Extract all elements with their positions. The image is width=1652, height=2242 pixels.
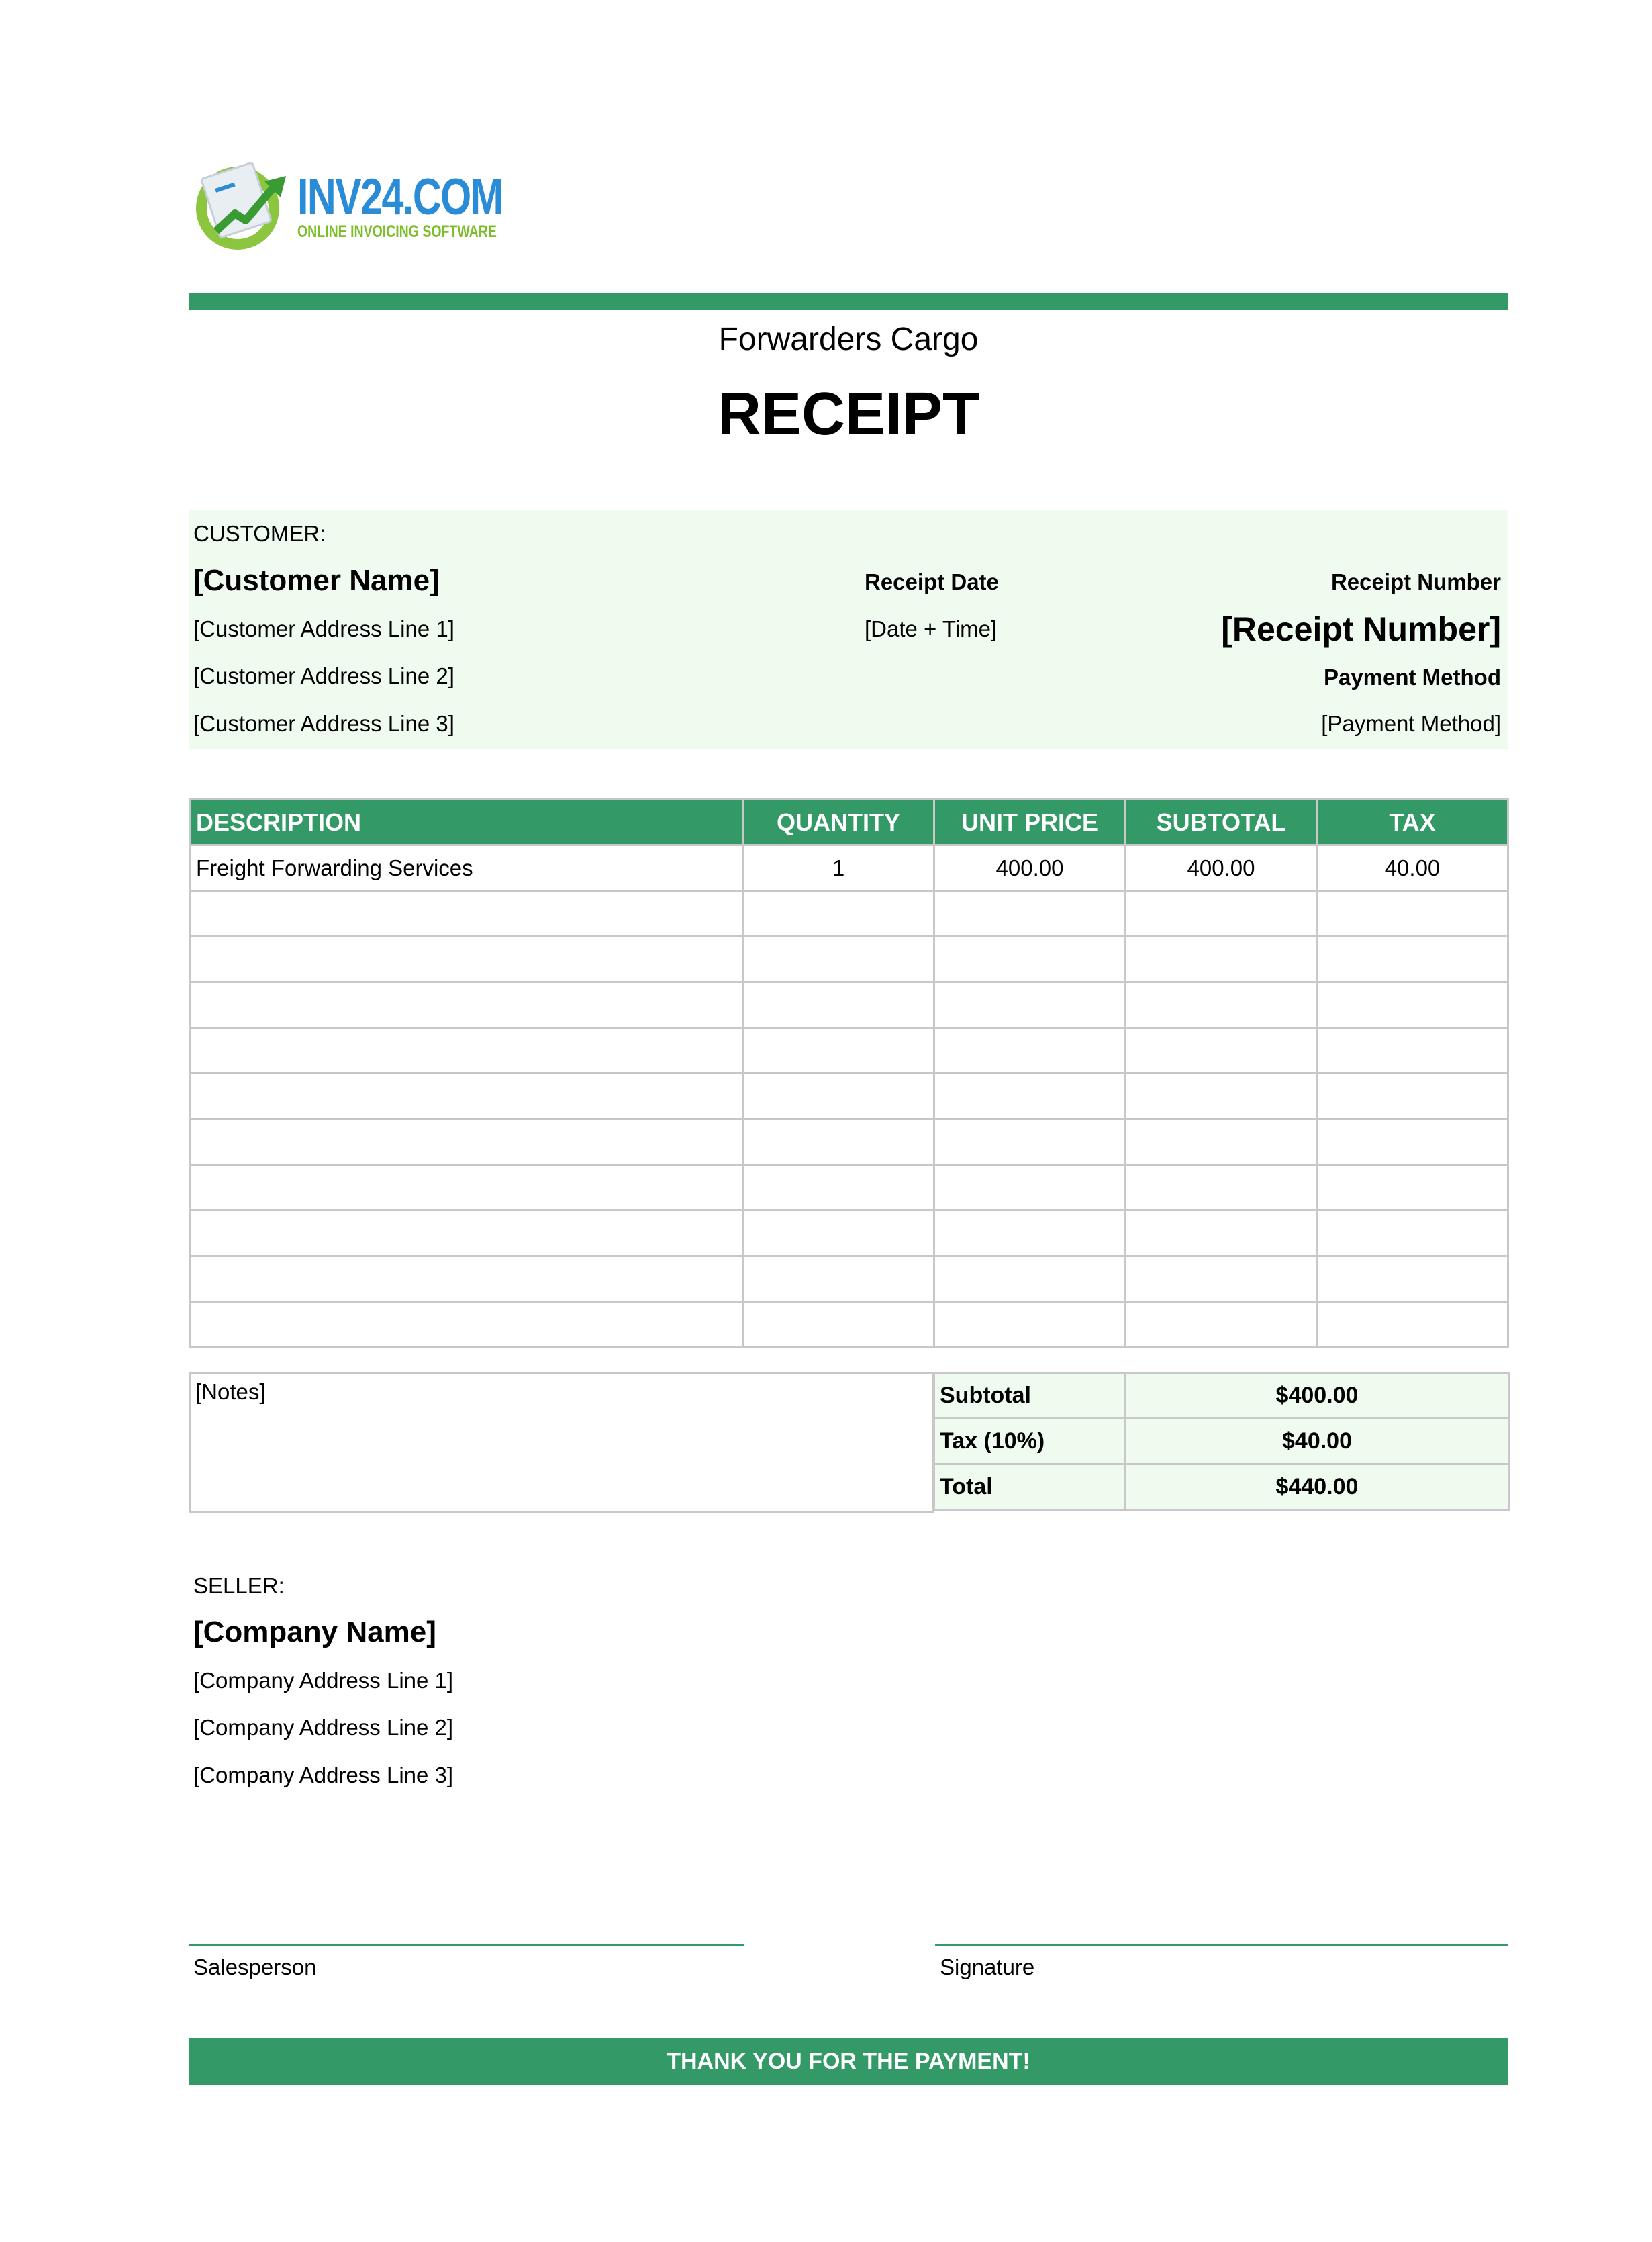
cell-tax: [1317, 1074, 1508, 1119]
cell-quantity: [743, 1256, 934, 1302]
table-row: [191, 1211, 1508, 1256]
cell-unit-price: [934, 1028, 1126, 1074]
notes-text: [Notes]: [195, 1379, 266, 1404]
cell-subtotal: [1126, 1211, 1317, 1256]
salesperson-line: [189, 1944, 744, 1946]
customer-name: [Customer Name]: [193, 564, 440, 597]
subtotal-row: [934, 1373, 1509, 1419]
seller-label: SELLER:: [193, 1573, 285, 1598]
cell-tax: [1317, 1165, 1508, 1211]
document-title: RECEIPT: [717, 381, 980, 448]
cell-unit-price: [934, 937, 1126, 982]
receipt-number-label: Receipt Number: [1330, 569, 1501, 594]
table-row: [191, 982, 1508, 1028]
cell-subtotal: [1126, 1302, 1317, 1348]
cell-quantity: [743, 1074, 934, 1119]
cell-description: [191, 1165, 743, 1211]
company-title: Forwarders Cargo: [718, 322, 979, 357]
col-unit-price: UNIT PRICE: [934, 800, 1126, 845]
thank-you-banner: THANK YOU FOR THE PAYMENT!: [189, 2038, 1508, 2085]
cell-subtotal: [1126, 1256, 1317, 1302]
col-tax: TAX: [1317, 800, 1508, 845]
cell-tax: [1317, 1119, 1508, 1165]
logo-icon: [189, 156, 297, 253]
cell-description: [191, 1028, 743, 1074]
cell-unit-price: [934, 1119, 1126, 1165]
payment-method-value: [Payment Method]: [1321, 711, 1501, 736]
tax-row: [934, 1419, 1509, 1464]
cell-quantity: [743, 891, 934, 937]
col-subtotal: SUBTOTAL: [1126, 800, 1317, 845]
cell-subtotal: [1126, 937, 1317, 982]
customer-address-1: [Customer Address Line 1]: [193, 616, 454, 641]
cell-unit-price: [934, 1302, 1126, 1348]
tax-value: $40.00: [1126, 1419, 1509, 1464]
cell-quantity: [743, 1211, 934, 1256]
cell-unit-price: [934, 891, 1126, 937]
seller-address-2: [Company Address Line 2]: [193, 1715, 454, 1740]
cell-tax: [1317, 937, 1508, 982]
cell-description: [191, 1256, 743, 1302]
tax-label: Tax (10%): [934, 1419, 1126, 1464]
cell-quantity: [743, 982, 934, 1028]
table-row: [191, 1256, 1508, 1302]
cell-quantity: [743, 937, 934, 982]
col-quantity: QUANTITY: [743, 800, 934, 845]
totals-table: [933, 1372, 1510, 1511]
subtotal-label: Subtotal: [934, 1373, 1126, 1419]
cell-unit-price: 400.00: [934, 845, 1126, 891]
table-header-row: [191, 800, 1508, 845]
cell-description: [191, 1074, 743, 1119]
cell-description: [191, 937, 743, 982]
table-row: [191, 1074, 1508, 1119]
receipt-number-value: [Receipt Number]: [1221, 610, 1501, 648]
customer-address-2: [Customer Address Line 2]: [193, 663, 454, 688]
notes-box: [189, 1372, 934, 1513]
cell-unit-price: [934, 1165, 1126, 1211]
cell-description: [191, 1302, 743, 1348]
seller-name: [Company Name]: [193, 1616, 436, 1648]
signature-label: Signature: [940, 1955, 1035, 1979]
total-label: Total: [934, 1464, 1126, 1510]
cell-description: Freight Forwarding Services: [191, 845, 743, 891]
table-row: [191, 1119, 1508, 1165]
table-row: [191, 1028, 1508, 1074]
receipt-date-label: Receipt Date: [865, 569, 999, 594]
total-value: $440.00: [1126, 1464, 1509, 1510]
customer-label: CUSTOMER:: [193, 521, 326, 546]
total-row: [934, 1464, 1509, 1510]
cell-quantity: [743, 1165, 934, 1211]
cell-tax: [1317, 1256, 1508, 1302]
cell-description: [191, 982, 743, 1028]
cell-subtotal: [1126, 982, 1317, 1028]
cell-description: [191, 891, 743, 937]
table-row: [191, 937, 1508, 982]
cell-tax: [1317, 1028, 1508, 1074]
signature-line: [935, 1944, 1508, 1946]
cell-tax: 40.00: [1317, 845, 1508, 891]
receipt-date-value: [Date + Time]: [865, 616, 998, 641]
cell-quantity: [743, 1302, 934, 1348]
cell-tax: [1317, 1302, 1508, 1348]
table-row: [191, 1302, 1508, 1348]
cell-quantity: [743, 1119, 934, 1165]
cell-quantity: [743, 1028, 934, 1074]
cell-unit-price: [934, 1256, 1126, 1302]
cell-subtotal: [1126, 1074, 1317, 1119]
logo-tagline: ONLINE INVOICING SOFTWARE: [297, 222, 497, 241]
table-row: [191, 891, 1508, 937]
table-row: [191, 845, 1508, 891]
cell-description: [191, 1211, 743, 1256]
cell-subtotal: 400.00: [1126, 845, 1317, 891]
seller-address-1: [Company Address Line 1]: [193, 1668, 454, 1693]
table-row: [191, 1165, 1508, 1211]
cell-tax: [1317, 1211, 1508, 1256]
cell-subtotal: [1126, 1165, 1317, 1211]
cell-quantity: 1: [743, 845, 934, 891]
cell-unit-price: [934, 982, 1126, 1028]
subtotal-value: $400.00: [1126, 1373, 1509, 1419]
payment-method-label: Payment Method: [1323, 665, 1501, 690]
items-table: [189, 798, 1509, 1348]
header-rule: [189, 293, 1508, 310]
cell-description: [191, 1119, 743, 1165]
cell-subtotal: [1126, 1028, 1317, 1074]
cell-unit-price: [934, 1211, 1126, 1256]
cell-tax: [1317, 891, 1508, 937]
logo-wordmark: INV24.COM: [297, 169, 503, 226]
customer-address-3: [Customer Address Line 3]: [193, 711, 454, 736]
salesperson-label: Salesperson: [193, 1955, 317, 1979]
cell-subtotal: [1126, 1119, 1317, 1165]
cell-unit-price: [934, 1074, 1126, 1119]
cell-tax: [1317, 982, 1508, 1028]
cell-subtotal: [1126, 891, 1317, 937]
seller-address-3: [Company Address Line 3]: [193, 1763, 454, 1787]
col-description: DESCRIPTION: [191, 800, 743, 845]
